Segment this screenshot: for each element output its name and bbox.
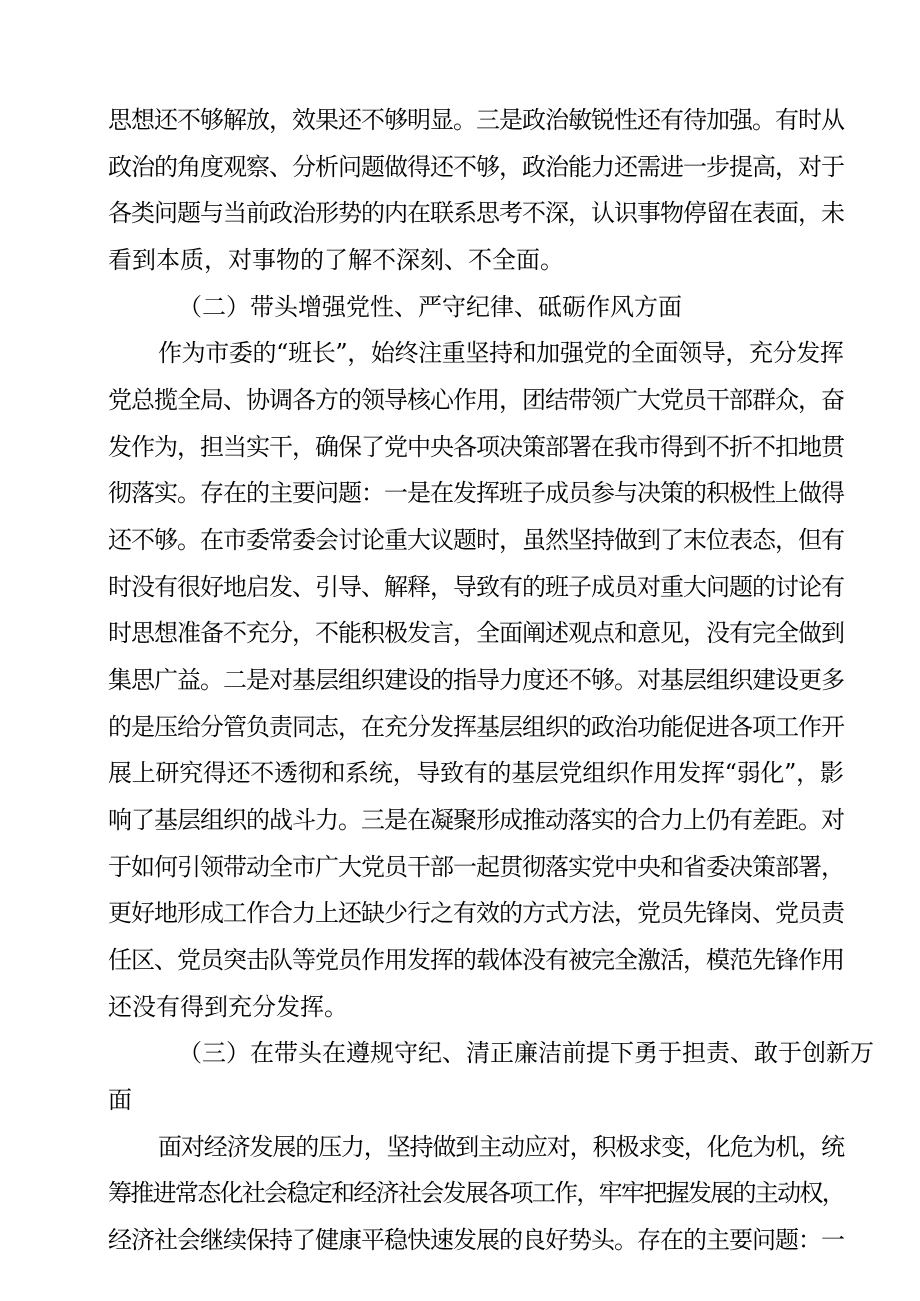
paragraph-line: 政治的角度观察、分析问题做得还不够，政治能力还需进一步提高，对于 <box>108 153 844 181</box>
paragraph-line: 的是压给分管负责同志，在充分发挥基层组织的政治功能促进各项工作开 <box>108 713 844 741</box>
paragraph-line: 经济社会继续保持了健康平稳快速发展的良好势头。存在的主要问题：一 <box>108 1226 844 1254</box>
paragraph-line: 集思广益。二是对基层组织建设的指导力度还不够。对基层组织建设更多 <box>108 666 844 694</box>
paragraph-line: 面对经济发展的压力，坚持做到主动应对，积极求变，化危为机，统 <box>158 1133 844 1161</box>
section-heading-continued: 面 <box>108 1086 132 1114</box>
paragraph-line: 各类问题与当前政治形势的内在联系思考不深，认识事物停留在表面，未 <box>108 199 844 227</box>
paragraph-line: 彻落实。存在的主要问题：一是在发挥班子成员参与决策的积极性上做得 <box>108 479 844 507</box>
section-heading: （三）在带头在遵规守纪、清正廉洁前提下勇于担责、敢于创新万 <box>178 1039 874 1067</box>
paragraph-line: 时没有很好地启发、引导、解释，导致有的班子成员对重大问题的讨论有 <box>108 573 844 601</box>
paragraph-line: 展上研究得还不透彻和系统，导致有的基层党组织作用发挥“弱化”，影 <box>108 759 844 787</box>
paragraph-line: 于如何引领带动全市广大党员干部一起贯彻落实党中央和省委决策部署， <box>108 853 844 881</box>
paragraph-line: 任区、党员突击队等党员作用发挥的载体没有被完全激活，模范先锋作用 <box>108 946 844 974</box>
paragraph-line: 还没有得到充分发挥。 <box>108 993 348 1021</box>
section-heading: （二）带头增强党性、严守纪律、砥砺作风方面 <box>178 293 682 321</box>
paragraph-line: 作为市委的“班长”，始终注重坚持和加强党的全面领导，充分发挥 <box>158 339 844 367</box>
paragraph-line: 筹推进常态化社会稳定和经济社会发展各项工作，牢牢把握发展的主动权， <box>108 1179 844 1207</box>
paragraph-line: 看到本质，对事物的了解不深刻、不全面。 <box>108 246 564 274</box>
paragraph-line: 发作为，担当实干，确保了党中央各项决策部署在我市得到不折不扣地贯 <box>108 433 844 461</box>
paragraph-line: 时思想准备不充分，不能积极发言，全面阐述观点和意见，没有完全做到 <box>108 619 844 647</box>
paragraph-line: 更好地形成工作合力上还缺少行之有效的方式方法，党员先锋岗、党员责 <box>108 899 844 927</box>
paragraph-line: 党总揽全局、协调各方的领导核心作用，团结带领广大党员干部群众，奋 <box>108 386 844 414</box>
paragraph-line: 还不够。在市委常委会讨论重大议题时，虽然坚持做到了末位表态，但有 <box>108 526 844 554</box>
paragraph-line: 响了基层组织的战斗力。三是在凝聚形成推动落实的合力上仍有差距。对 <box>108 806 844 834</box>
paragraph-line: 思想还不够解放，效果还不够明显。三是政治敏锐性还有待加强。有时从 <box>108 106 844 134</box>
